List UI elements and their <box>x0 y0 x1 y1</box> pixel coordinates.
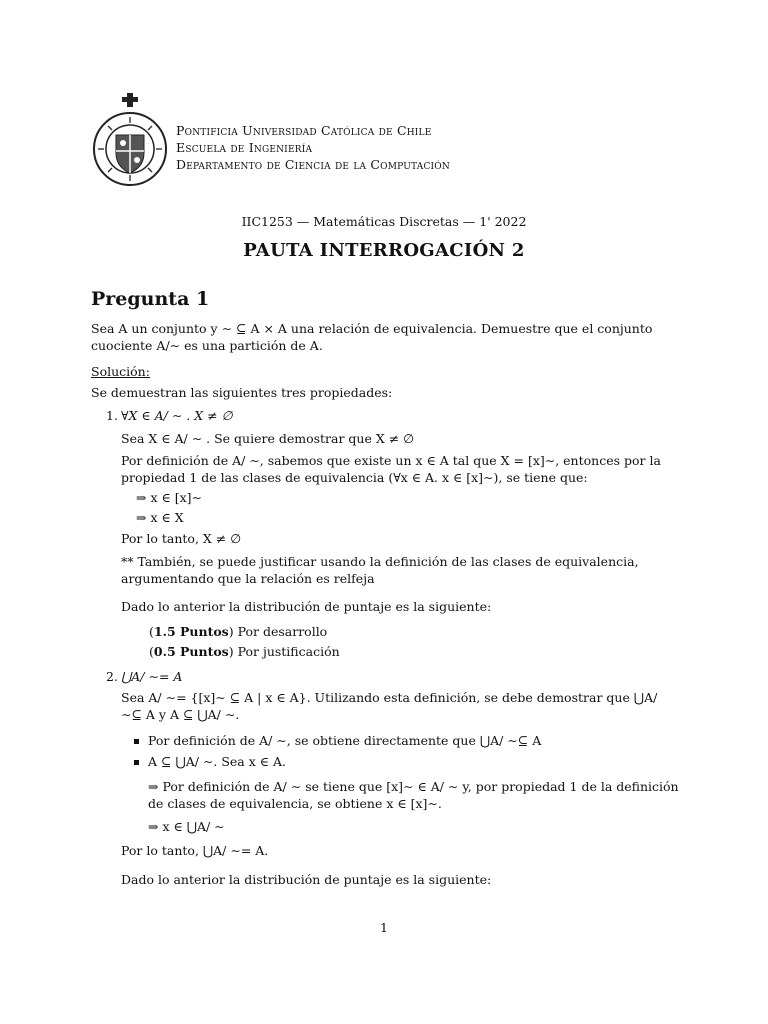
item-header: ∀X ∈ A/ ∼ . X ≠ ∅ <box>121 408 233 423</box>
proof-step: ⇒ x ∈ X <box>136 510 184 525</box>
bullet-marker <box>134 760 139 765</box>
item-definition: Por definición de A/ ∼, sabemos que existe un x ∈ A tal que X = [x]∼, entonces por la propiedad 1 de las clases de equivalencia (∀x ∈ A. x ∈ [x]∼), se tiene que: <box>121 453 661 485</box>
item-sea: Sea A/ ∼= {[x]∼ ⊆ A | x ∈ A}. Utilizando esta definición, se debe demostrar que ⋃A/ ∼⊆ A y A ⊆ ⋃A/ ∼. <box>121 690 658 722</box>
document-title: PAUTA INTERROGACIÓN 2 <box>243 240 525 261</box>
solution-label: Solución: <box>91 364 150 379</box>
school-name: Escuela de Ingeniería <box>176 140 313 155</box>
item-sea: Sea X ∈ A/ ∼ . Se quiere demostrar que X ≠ ∅ <box>121 431 415 446</box>
university-seal-logo <box>92 93 168 191</box>
score-points: 0.5 Puntos <box>153 644 229 659</box>
score-line: (0.5 Puntos) Por justificación <box>149 644 340 659</box>
score-points: 1.5 Puntos <box>153 624 229 639</box>
score-line: (1.5 Puntos) Por desarrollo <box>149 624 328 639</box>
proof-step: ⇒ x ∈ ⋃A/ ∼ <box>148 819 225 834</box>
course-line: IIC1253 — Matemáticas Discretas — 1' 2022 <box>241 214 527 229</box>
page-number: 1 <box>380 920 388 935</box>
question-statement: Sea A un conjunto y ∼ ⊆ A × A una relación de equivalencia. Demuestre que el conjunto cuociente A/∼ es una partición de A. <box>91 321 653 353</box>
score-intro: Dado lo anterior la distribución de puntaje es la siguiente: <box>121 872 492 887</box>
bullet-marker <box>134 739 139 744</box>
score-intro: Dado lo anterior la distribución de puntaje es la siguiente: <box>121 599 492 614</box>
question-heading: Pregunta 1 <box>91 288 210 310</box>
item-header: ⋃A/ ∼= A <box>121 669 183 684</box>
item-note: ** También, se puede justificar usando la definición de las clases de equivalencia, argumentando que la relación es relfeja <box>121 554 639 586</box>
item-number: 2. <box>106 669 118 684</box>
proof-step: ⇒ Por definición de A/ ∼ se tiene que [x]∼ ∈ A/ ∼ y, por propiedad 1 de la definición de clases de equivalencia, se obtiene x ∈ [x]∼. <box>148 779 679 811</box>
university-name: Pontificia Universidad Católica de Chile <box>176 123 432 138</box>
department-name: Departamento de Ciencia de la Computación <box>176 157 450 172</box>
item-number: 1. <box>106 408 118 423</box>
bullet-item: A ⊆ ⋃A/ ∼. Sea x ∈ A. <box>148 754 286 769</box>
proof-step: ⇒ x ∈ [x]∼ <box>136 490 202 505</box>
item-conclusion: Por lo tanto, X ≠ ∅ <box>121 531 242 546</box>
item-conclusion: Por lo tanto, ⋃A/ ∼= A. <box>121 843 269 858</box>
solution-intro: Se demuestran las siguientes tres propiedades: <box>91 385 393 400</box>
institution-header <box>176 122 450 173</box>
bullet-item: Por definición de A/ ∼, se obtiene directamente que ⋃A/ ∼⊆ A <box>148 733 542 748</box>
